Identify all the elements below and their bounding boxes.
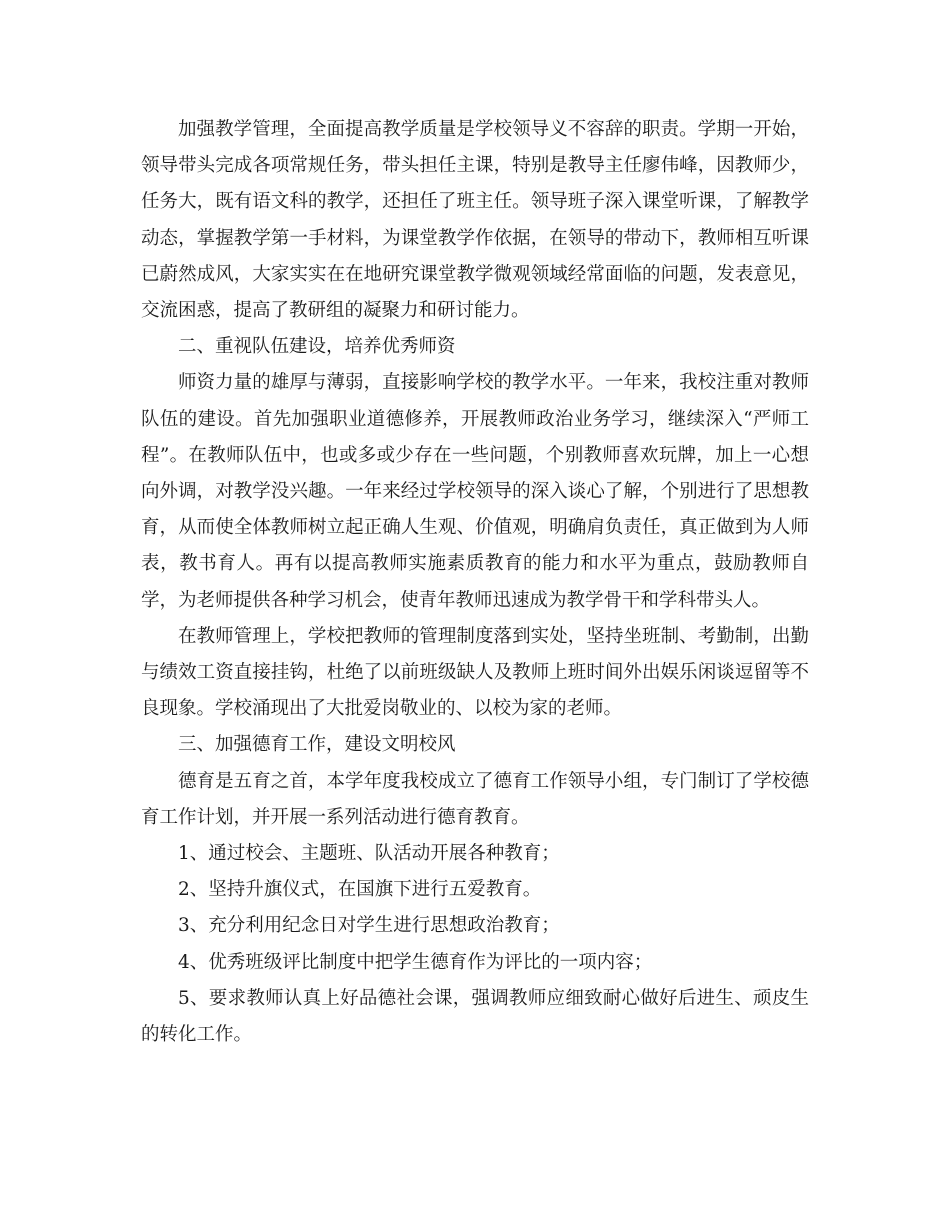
document-body <box>141 112 809 1053</box>
section-heading-teacher-team: 二、重视队伍建设，培养优秀师资 <box>178 336 456 358</box>
list-item-4: 4、优秀班级评比制度中把学生德育作为评比的一项内容； <box>178 951 653 973</box>
paragraph-moral-education-intro: 德育是五育之首，本学年度我校成立了德育工作领导小组，专门制订了学校德育工作计划，并开展一系列活动进行德育教育。 <box>141 770 809 828</box>
paragraph-teaching-management: 加强教学管理，全面提高教学质量是学校领导义不容辞的职责。学期一开始，领导带头完成各项常规任务，带头担任主课，特别是教导主任廖伟峰，因教师少，任务大，既有语文科的教学，还担任了班主任。领导班子深入课堂听课，了解教学动态，掌握教学第一手材料，为课堂教学作依据，在领导的带动下，教师相互听课已蔚然成风，大家实实在在地研究课堂教学微观领域经常面临的问题，发表意见，交流困惑，提高了教研组的凝聚力和研讨能力。 <box>141 119 809 322</box>
paragraph-teacher-management: 在教师管理上，学校把教师的管理制度落到实处，坚持坐班制、考勤制，出勤与绩效工资直接挂钩，杜绝了以前班级缺人及教师上班时间外出娱乐闲谈逗留等不良现象。学校涌现出了大批爱岗敬业的、以校为家的老师。 <box>141 625 809 720</box>
list-item-1: 1、通过校会、主题班、队活动开展各种教育； <box>178 843 560 865</box>
list-item-3: 3、充分利用纪念日对学生进行思想政治教育； <box>178 915 560 937</box>
list-item-2: 2、坚持升旗仪式，在国旗下进行五爱教育。 <box>178 879 542 901</box>
section-heading-moral-education: 三、加强德育工作，建设文明校风 <box>178 734 456 756</box>
list-item-5: 5、要求教师认真上好品德社会课，强调教师应细致耐心做好后进生、顽皮生的转化工作。 <box>141 987 809 1046</box>
paragraph-teacher-strength: 师资力量的雄厚与薄弱，直接影响学校的教学水平。一年来，我校注重对教师队伍的建设。首先加强职业道德修养，开展教师政治业务学习，继续深入“严师工程”。在教师队伍中，也或多或少存在一些问题，个别教师喜欢玩牌，加上一心想向外调，对教学没兴趣。一年来经过学校领导的深入谈心了解，个别进行了思想教育，从而使全体教师树立起正确人生观、价值观，明确肩负责任，真正做到为人师表，教书育人。再有以提高教师实施素质教育的能力和水平为重点，鼓励教师自学，为老师提供各种学习机会，使青年教师迅速成为教学骨干和学科带头人。 <box>141 372 809 611</box>
